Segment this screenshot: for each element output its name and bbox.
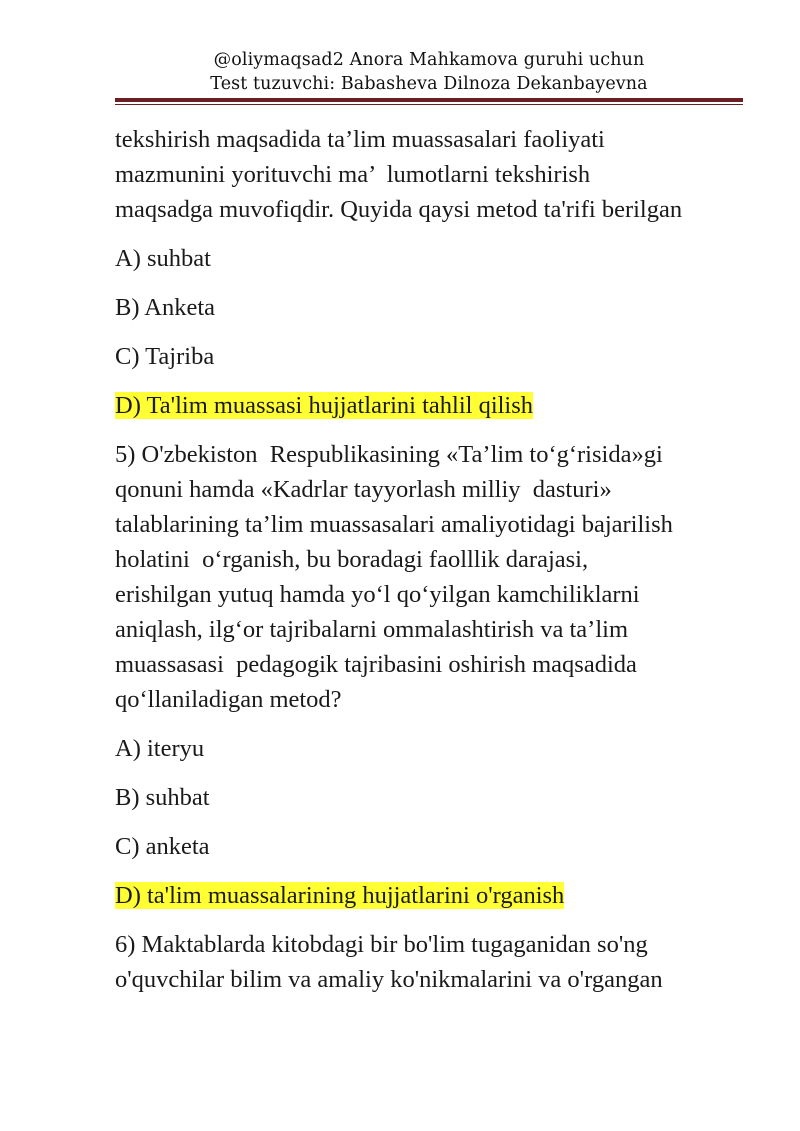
answer-option-c: C) Tajriba [115,343,215,370]
text-line: qo‘llaniladigan metod? [115,686,342,713]
question-text-continued [115,122,755,227]
page-header [115,48,743,96]
page-content [115,122,755,997]
answer-option-a: A) iteryu [115,735,205,762]
header-rule-thin [115,104,743,105]
answer-option-a: A) suhbat [115,245,211,272]
text-line: holatini o‘rganish, bu boradagi faolllik darajasi, [115,546,589,573]
text-line: erishilgan yutuq hamda yo‘l qo‘yilgan kamchiliklarni [115,581,640,608]
answer-option-b: B) Anketa [115,294,216,321]
correct-answer-highlight: D) ta'lim muassalarining hujjatlarini o'rganish [115,882,565,909]
text-line: 6) Maktablarda kitobdagi bir bo'lim tugaganidan so'ng [115,931,648,958]
text-line: qonuni hamda «Kadrlar tayyorlash milliy dasturi» [115,476,612,503]
text-line: muassasasi pedagogik tajribasini oshirish maqsadida [115,651,637,678]
text-line: talablarining ta’lim muassasalari amaliyotidagi bajarilish [115,511,673,538]
question-5 [115,437,755,717]
text-line: 5) O'zbekiston Respublikasining «Ta’lim to‘g‘risida»gi [115,441,663,468]
header-line-2: Test tuzuvchi: Babasheva Dilnoza Dekanbayevna [210,74,648,94]
text-line: o'quvchilar bilim va amaliy ko'nikmalarini va o'rgangan [115,966,663,993]
text-line: aniqlash, ilg‘or tajribalarni ommalashtirish va ta’lim [115,616,629,643]
text-line: mazmunini yorituvchi ma’ lumotlarni tekshirish [115,161,591,188]
text-line: tekshirish maqsadida ta’lim muassasalari faoliyati [115,126,605,153]
correct-answer-highlight: D) Ta'lim muassasi hujjatlarini tahlil qilish [115,392,534,419]
question-6 [115,927,755,997]
answer-option-b: B) suhbat [115,784,210,811]
header-line-1: @oliymaqsad2 Anora Mahkamova guruhi uchun [213,50,645,70]
answer-option-d-correct [115,388,755,423]
answer-option-c: C) anketa [115,833,210,860]
text-line: maqsadga muvofiqdir. Quyida qaysi metod ta'rifi berilgan [115,196,683,223]
header-rule-thick [115,98,743,102]
answer-option-d-correct [115,878,755,913]
